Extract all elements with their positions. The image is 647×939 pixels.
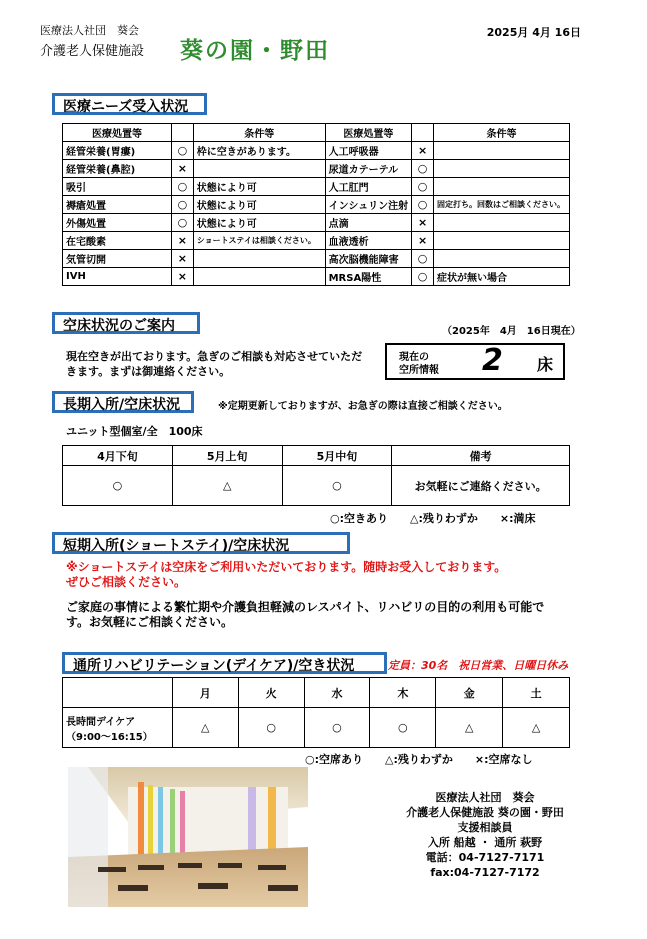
status-mark: × xyxy=(171,268,193,286)
condition-text xyxy=(434,178,570,196)
header-cell xyxy=(63,678,173,708)
table-row xyxy=(63,178,570,196)
status-mark: × xyxy=(412,142,434,160)
condition-text: 症状が無い場合 xyxy=(434,268,570,286)
short-term-notice xyxy=(66,560,506,590)
remarks-cell: お気軽にご連絡ください。 xyxy=(392,466,570,506)
condition-text: 状態により可 xyxy=(193,196,325,214)
issue-date: 2025月 4月 16日 xyxy=(486,26,581,39)
status-mark: × xyxy=(412,232,434,250)
status-mark: ○ xyxy=(412,268,434,286)
contact-role: 支援相談員 xyxy=(457,821,513,834)
status-mark: ○ xyxy=(412,250,434,268)
condition-text xyxy=(193,160,325,178)
daycare-table xyxy=(62,677,570,748)
procedure-name: 人工呼吸器 xyxy=(325,142,412,160)
vacancy-unit: 床 xyxy=(537,355,554,374)
status-mark: ○ xyxy=(282,466,392,506)
vacancy-label-line: 空所情報 xyxy=(399,365,439,376)
long-term-table xyxy=(62,445,570,506)
table-row xyxy=(63,160,570,178)
status-mark: △ xyxy=(172,466,282,506)
procedure-name: 吸引 xyxy=(63,178,172,196)
short-term-notice-line: ぜひご相談ください。 xyxy=(66,575,187,589)
short-term-section-title: 短期入所(ショートステイ)/空床状況 xyxy=(52,532,350,554)
condition-text xyxy=(193,268,325,286)
day-header: 月 xyxy=(172,678,238,708)
status-mark: ○ xyxy=(171,142,193,160)
status-mark: ○ xyxy=(370,708,436,748)
status-mark: △ xyxy=(503,708,570,748)
procedure-name: 高次脳機能障害 xyxy=(325,250,412,268)
day-header: 土 xyxy=(503,678,570,708)
long-term-header-row xyxy=(63,446,570,466)
day-header: 水 xyxy=(304,678,370,708)
daycare-row-label xyxy=(63,708,173,748)
condition-text: 枠に空きがあります。 xyxy=(193,142,325,160)
table-row xyxy=(63,232,570,250)
status-mark: ○ xyxy=(412,160,434,178)
status-mark: × xyxy=(171,160,193,178)
long-term-notice: ※定期更新しておりますが、お急ぎの際は直接ご相談ください。 xyxy=(218,401,508,412)
vacancy-label-line: 現在の xyxy=(399,352,429,363)
contact-block xyxy=(395,790,575,880)
vacancy-count: 2 xyxy=(482,343,503,378)
procedure-name: 経管栄養(胃瘻) xyxy=(63,142,172,160)
procedure-name: 気管切開 xyxy=(63,250,172,268)
header-cell: 医療処置等 xyxy=(63,124,172,142)
status-mark: ○ xyxy=(238,708,304,748)
contact-fax: fax:04-7127-7172 xyxy=(430,866,540,879)
day-header: 金 xyxy=(436,678,503,708)
status-mark: ○ xyxy=(412,196,434,214)
procedure-name: 在宅酸素 xyxy=(63,232,172,250)
contact-facility: 介護老人保健施設 葵の園・野田 xyxy=(406,806,564,819)
status-mark: ○ xyxy=(171,178,193,196)
medical-header-row xyxy=(63,124,570,142)
condition-text xyxy=(434,160,570,178)
facility-name: 葵の園・野田 xyxy=(180,38,330,64)
medical-section-title: 医療ニーズ受入状況 xyxy=(52,93,207,115)
room-type: ユニット型個室/全 100床 xyxy=(66,425,203,438)
procedure-name: 褥瘡処置 xyxy=(63,196,172,214)
header-cell: 5月中旬 xyxy=(282,446,392,466)
header-cell: 5月上旬 xyxy=(172,446,282,466)
daycare-value-row xyxy=(63,708,570,748)
day-header: 火 xyxy=(238,678,304,708)
vacancy-count-box xyxy=(385,343,565,380)
table-row xyxy=(63,196,570,214)
short-term-notice-line: ※ショートステイは空床をご利用いただいております。随時お受入しております。 xyxy=(66,560,507,574)
status-mark: ○ xyxy=(171,214,193,232)
procedure-name: インシュリン注射 xyxy=(325,196,412,214)
header-cell xyxy=(412,124,434,142)
condition-text xyxy=(193,250,325,268)
contact-staff: 入所 船越 ・ 通所 萩野 xyxy=(427,836,543,849)
table-row xyxy=(63,142,570,160)
procedure-name: 血液透析 xyxy=(325,232,412,250)
long-term-legend: ○:空きあり △:残りわずか ×:満床 xyxy=(330,512,536,525)
status-mark: × xyxy=(171,250,193,268)
vacancy-as-of: （2025年 4月 16日現在） xyxy=(442,326,581,337)
contact-org: 医療法人社団 葵会 xyxy=(435,791,535,804)
procedure-name: 点滴 xyxy=(325,214,412,232)
long-term-value-row xyxy=(63,466,570,506)
procedure-name: 人工肛門 xyxy=(325,178,412,196)
procedure-name: 尿道カテーテル xyxy=(325,160,412,178)
status-mark: △ xyxy=(436,708,503,748)
daycare-row-label-line: （9:00～16:15） xyxy=(66,731,153,743)
header-cell: 条件等 xyxy=(434,124,570,142)
table-row xyxy=(63,250,570,268)
status-mark: ○ xyxy=(412,178,434,196)
procedure-name: IVH xyxy=(63,268,172,286)
contact-phone: 電話：04-7127-7171 xyxy=(425,851,545,864)
condition-text: ショートステイは相談ください。 xyxy=(193,232,325,250)
condition-text xyxy=(434,232,570,250)
status-mark: ○ xyxy=(171,196,193,214)
procedure-name: 外傷処置 xyxy=(63,214,172,232)
day-header: 木 xyxy=(370,678,436,708)
daycare-header-row xyxy=(63,678,570,708)
daycare-section-title: 通所リハビリテーション(デイケア)/空き状況 xyxy=(62,652,387,674)
procedure-name: 経管栄養(鼻腔) xyxy=(63,160,172,178)
facility-type: 介護老人保健施設 xyxy=(40,44,145,59)
daycare-capacity-note: 定員：30名 祝日営業、日曜日休み xyxy=(388,659,569,672)
status-mark: ○ xyxy=(63,466,173,506)
facility-interior-photo xyxy=(68,767,308,907)
header-cell: 備考 xyxy=(392,446,570,466)
status-mark: ○ xyxy=(304,708,370,748)
short-term-description: ご家庭の事情による繁忙期や介護負担軽減のレスパイト、リハビリの目的の利用も可能です。お気軽にご相談ください。 xyxy=(66,600,545,629)
condition-text xyxy=(434,250,570,268)
table-row xyxy=(63,268,570,286)
procedure-name: MRSA陽性 xyxy=(325,268,412,286)
header-cell: 条件等 xyxy=(193,124,325,142)
status-mark: × xyxy=(171,232,193,250)
daycare-row-label-line: 長時間デイケア xyxy=(66,716,136,728)
vacancy-section-title: 空床状況のご案内 xyxy=(52,312,200,334)
vacancy-label xyxy=(399,351,439,377)
long-term-section-title: 長期入所/空床状況 xyxy=(52,391,194,413)
header-cell xyxy=(171,124,193,142)
condition-text: 固定打ち。回数はご相談ください。 xyxy=(434,196,570,214)
condition-text xyxy=(434,142,570,160)
vacancy-message: 現在空きが出ております。急ぎのご相談も対応させていただきます。まずは御連絡ください。 xyxy=(66,350,363,378)
header-cell: 医療処置等 xyxy=(325,124,412,142)
table-row xyxy=(63,214,570,232)
status-mark: × xyxy=(412,214,434,232)
org-name: 医療法人社団 葵会 xyxy=(40,24,139,37)
condition-text: 状態により可 xyxy=(193,178,325,196)
condition-text: 状態により可 xyxy=(193,214,325,232)
medical-table xyxy=(62,123,570,286)
condition-text xyxy=(434,214,570,232)
header-cell: 4月下旬 xyxy=(63,446,173,466)
daycare-legend: ○:空席あり △:残りわずか ×:空席なし xyxy=(305,753,533,766)
status-mark: △ xyxy=(172,708,238,748)
